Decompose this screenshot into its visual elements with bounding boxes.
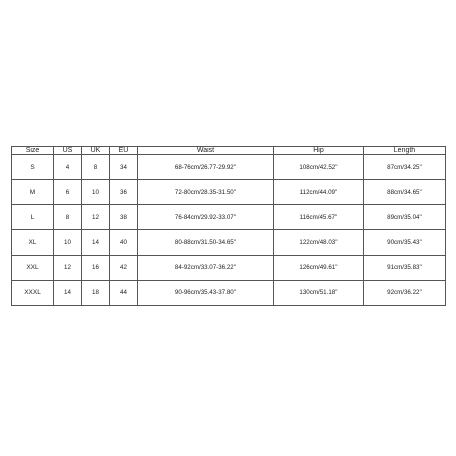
cell-size: XXXL bbox=[12, 280, 54, 305]
cell-eu: 42 bbox=[110, 255, 138, 280]
cell-eu: 44 bbox=[110, 280, 138, 305]
cell-uk: 18 bbox=[82, 280, 110, 305]
cell-us: 4 bbox=[54, 155, 82, 180]
cell-hip: 116cm/45.67'' bbox=[274, 205, 364, 230]
cell-us: 6 bbox=[54, 180, 82, 205]
cell-uk: 16 bbox=[82, 255, 110, 280]
cell-length: 92cm/36.22'' bbox=[364, 280, 446, 305]
cell-us: 8 bbox=[54, 205, 82, 230]
header-eu: EU bbox=[110, 147, 138, 155]
cell-length: 90cm/35.43'' bbox=[364, 230, 446, 255]
cell-hip: 108cm/42.52'' bbox=[274, 155, 364, 180]
cell-uk: 14 bbox=[82, 230, 110, 255]
header-uk: UK bbox=[82, 147, 110, 155]
header-waist: Waist bbox=[138, 147, 274, 155]
cell-hip: 130cm/51.18'' bbox=[274, 280, 364, 305]
cell-size: M bbox=[12, 180, 54, 205]
cell-length: 87cm/34.25'' bbox=[364, 155, 446, 180]
header-hip: Hip bbox=[274, 147, 364, 155]
table-row bbox=[12, 205, 446, 230]
table-header-row bbox=[12, 147, 446, 155]
cell-waist: 80-88cm/31.50-34.65'' bbox=[138, 230, 274, 255]
table-row bbox=[12, 180, 446, 205]
cell-size: XL bbox=[12, 230, 54, 255]
cell-uk: 8 bbox=[82, 155, 110, 180]
cell-uk: 10 bbox=[82, 180, 110, 205]
header-us: US bbox=[54, 147, 82, 155]
cell-hip: 112cm/44.09'' bbox=[274, 180, 364, 205]
table-row bbox=[12, 155, 446, 180]
cell-waist: 72-80cm/28.35-31.50'' bbox=[138, 180, 274, 205]
cell-waist: 68-76cm/26.77-29.92'' bbox=[138, 155, 274, 180]
size-chart-table bbox=[11, 146, 446, 306]
cell-length: 88cm/34.65'' bbox=[364, 180, 446, 205]
cell-eu: 40 bbox=[110, 230, 138, 255]
cell-size: XXL bbox=[12, 255, 54, 280]
cell-us: 10 bbox=[54, 230, 82, 255]
header-size: Size bbox=[12, 147, 54, 155]
cell-waist: 84-92cm/33.07-36.22'' bbox=[138, 255, 274, 280]
cell-length: 89cm/35.04'' bbox=[364, 205, 446, 230]
cell-eu: 36 bbox=[110, 180, 138, 205]
cell-waist: 76-84cm/29.92-33.07'' bbox=[138, 205, 274, 230]
cell-length: 91cm/35.83'' bbox=[364, 255, 446, 280]
table-row bbox=[12, 230, 446, 255]
cell-hip: 126cm/49.61'' bbox=[274, 255, 364, 280]
cell-size: L bbox=[12, 205, 54, 230]
cell-hip: 122cm/48.03'' bbox=[274, 230, 364, 255]
header-length: Length bbox=[364, 147, 446, 155]
cell-us: 12 bbox=[54, 255, 82, 280]
table-row bbox=[12, 255, 446, 280]
cell-waist: 90-96cm/35.43-37.80'' bbox=[138, 280, 274, 305]
cell-uk: 12 bbox=[82, 205, 110, 230]
table-row bbox=[12, 280, 446, 305]
cell-size: S bbox=[12, 155, 54, 180]
cell-eu: 38 bbox=[110, 205, 138, 230]
cell-us: 14 bbox=[54, 280, 82, 305]
cell-eu: 34 bbox=[110, 155, 138, 180]
